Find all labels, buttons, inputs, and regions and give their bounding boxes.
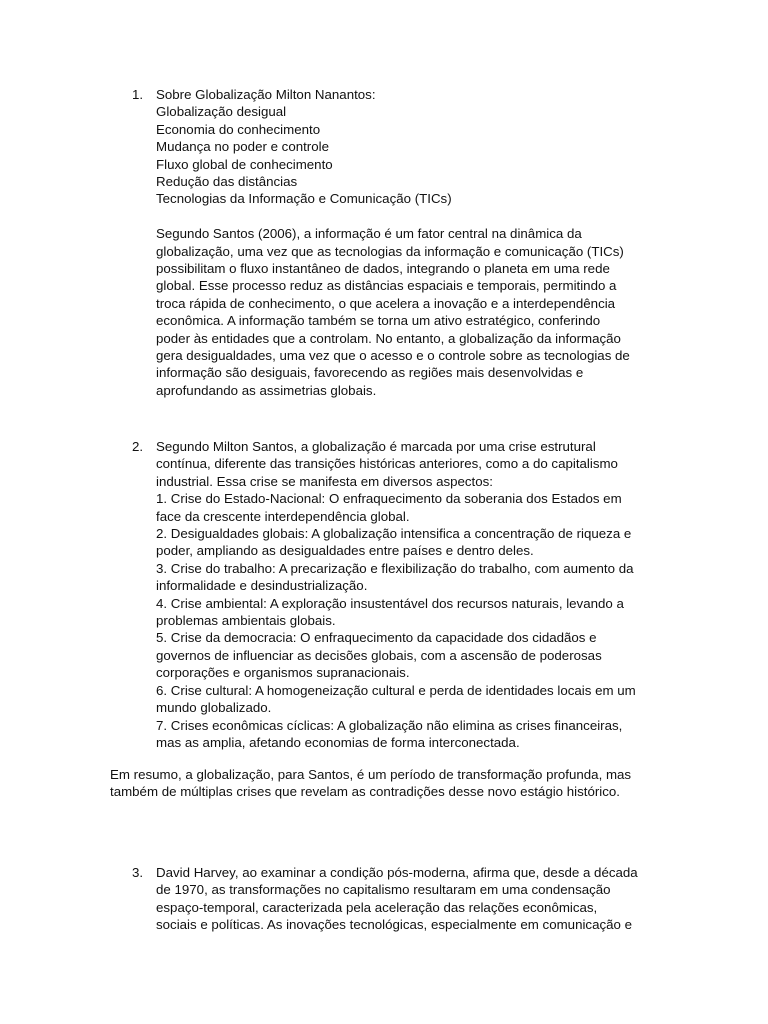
crisis-line: corporações e organismos supranacionais. [156,665,410,681]
crisis-line: 5. Crise da democracia: O enfraquecimento da capacidade dos cidadãos e [156,630,597,646]
item-content [156,864,662,934]
list-item-1 [132,86,662,399]
paragraph-line: aprofundando as assimetrias globais. [156,382,377,398]
paragraph-line: global. Esse processo reduz as distâncias espaciais e temporais, permitindo a [156,278,617,294]
crisis-line: 3. Crise do trabalho: A precarização e flexibilização do trabalho, com aumento da [156,560,634,576]
summary-paragraph [110,766,670,801]
item-content [156,86,662,399]
list-number: 2. [132,439,144,454]
paragraph-line: globalização, uma vez que as tecnologias da informação e comunicação (TICs) [156,243,624,259]
topic-line: Tecnologias da Informação e Comunicação (TICs) [156,191,452,207]
topic-line: Mudança no poder e controle [156,139,329,155]
crisis-line: informalidade e desindustrialização. [156,578,368,594]
list-item-3 [132,864,662,934]
crisis-line: mundo globalizado. [156,700,272,716]
paragraph-line: poder às entidades que a controlam. No entanto, a globalização da informação [156,330,621,346]
topic-line: Economia do conhecimento [156,121,321,137]
paragraph-line: de 1970, as transformações no capitalismo resultaram em uma condensação [156,882,611,898]
paragraph-line: informação são desiguais, favorecendo as regiões mais desenvolvidas e [156,365,584,381]
paragraph-line: David Harvey, ao examinar a condição pós-moderna, afirma que, desde a década [156,865,638,880]
paragraph-line: espaço-temporal, caracterizada pela aceleração das relações econômicas, [156,899,598,915]
item-content [156,438,662,751]
list-item-2 [132,438,662,751]
summary-line: Em resumo, a globalização, para Santos, é um período de transformação profunda, mas [110,767,632,782]
crisis-line: face da crescente interdependência global. [156,508,410,524]
list-number: 1. [132,87,144,102]
topic-line: Redução das distâncias [156,174,298,190]
paragraph-line: industrial. Essa crise se manifesta em diversos aspectos: [156,473,493,489]
crisis-line: 6. Crise cultural: A homogeneização cultural e perda de identidades locais em um [156,682,636,698]
crisis-line: 1. Crise do Estado-Nacional: O enfraquecimento da soberania dos Estados em [156,491,622,507]
summary-line: também de múltiplas crises que revelam as contradições desse novo estágio histórico. [110,784,620,800]
crisis-line: 7. Crises econômicas cíclicas: A globalização não elimina as crises financeiras, [156,717,623,733]
paragraph-line: econômica. A informação também se torna um ativo estratégico, conferindo [156,313,601,329]
paragraph-line: gera desigualdades, uma vez que o acesso e o controle sobre as tecnologias de [156,348,630,364]
crisis-line: 4. Crise ambiental: A exploração insustentável dos recursos naturais, levando a [156,595,624,611]
crisis-line: mas as amplia, afetando economias de forma interconectada. [156,734,520,750]
crisis-line: problemas ambientais globais. [156,613,336,629]
heading-line: Sobre Globalização Milton Nanantos: [156,87,376,102]
paragraph-line: Segundo Santos (2006), a informação é um fator central na dinâmica da [156,226,582,242]
paragraph-line: possibilitam o fluxo instantâneo de dados, integrando o planeta em uma rede [156,261,610,277]
crisis-line: governos de influenciar as decisões globais, com a ascensão de poderosas [156,647,602,663]
crisis-line: poder, ampliando as desigualdades entre países e dentro deles. [156,543,534,559]
topic-line: Fluxo global de conhecimento [156,156,333,172]
paragraph-line: sociais e políticas. As inovações tecnológicas, especialmente em comunicação e [156,917,632,933]
list-number: 3. [132,865,144,880]
paragraph-line: Segundo Milton Santos, a globalização é marcada por uma crise estrutural [156,439,596,454]
paragraph-line: troca rápida de conhecimento, o que acelera a inovação e a interdependência [156,295,616,311]
paragraph-line: contínua, diferente das transições históricas anteriores, como a do capitalismo [156,456,618,472]
topic-line: Globalização desigual [156,104,287,120]
crisis-line: 2. Desigualdades globais: A globalização intensifica a concentração de riqueza e [156,526,632,542]
